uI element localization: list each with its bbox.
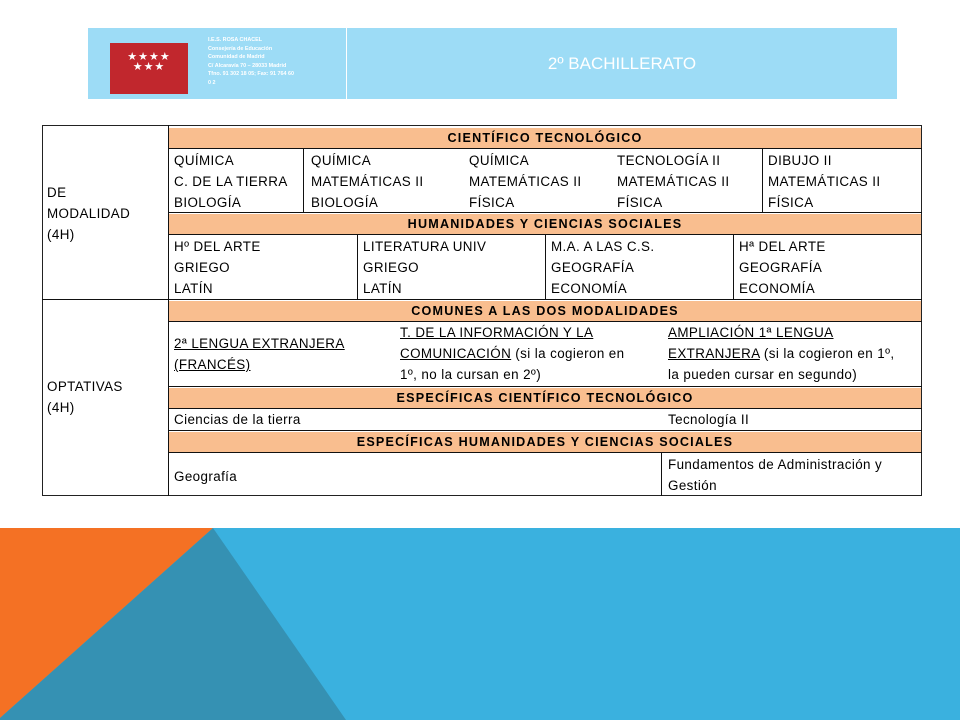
comunes-option-1 — [174, 333, 345, 375]
band-especificas-ct: ESPECÍFICAS CIENTÍFICO TECNOLÓGICO — [169, 388, 921, 408]
course-title: 2º BACHILLERATO — [547, 53, 697, 73]
subject: MATEMÁTICAS II — [469, 174, 582, 189]
cientifico-option-1 — [174, 150, 288, 213]
subject: BIOLOGÍA — [174, 195, 242, 210]
subject: QUÍMICA — [174, 153, 235, 168]
subject: MATEMÁTICAS II — [768, 174, 881, 189]
band-comunes: COMUNES A LAS DOS MODALIDADES — [169, 301, 921, 321]
subject-note: 1º, no la cursan en 2º) — [400, 367, 542, 382]
especifica-hcs-2 — [668, 454, 882, 496]
humanidades-option-2 — [363, 236, 486, 299]
subject: FÍSICA — [768, 195, 814, 210]
especifica-ct-2: Tecnología II — [668, 412, 750, 427]
band-cientifico-tecnologico: CIENTÍFICO TECNOLÓGICO — [169, 128, 921, 148]
section-divider — [42, 299, 922, 300]
comunes-option-3 — [668, 322, 894, 385]
subject: M.A. A LAS C.S. — [551, 239, 655, 254]
subject-note: la pueden cursar en segundo) — [668, 367, 858, 382]
school-info — [208, 36, 346, 88]
madrid-flag-logo — [110, 43, 188, 94]
col-line — [762, 149, 763, 212]
subject: 2ª LENGUA EXTRANJERA — [174, 336, 345, 351]
subject: TECNOLOGÍA II — [617, 153, 721, 168]
label-modalidad — [47, 182, 130, 245]
subject: T. DE LA INFORMACIÓN Y LA — [400, 325, 594, 340]
subject: LATÍN — [363, 281, 402, 296]
school-address: C/ Alcaravía 70 – 28033 Madrid — [208, 62, 287, 69]
especifica-hcs-1: Geografía — [174, 469, 238, 484]
row-line — [168, 452, 922, 453]
col-line — [303, 149, 304, 212]
school-name: I.E.S. ROSA CHACEL — [208, 37, 263, 43]
subject: Hª DEL ARTE — [739, 239, 826, 254]
subject: ECONOMÍA — [739, 281, 816, 296]
label-optativas — [47, 376, 123, 418]
subject: Fundamentos de Administración y — [668, 457, 883, 472]
label-modalidad-line: MODALIDAD — [47, 206, 131, 221]
flag-stars-row-1: ★★★★ — [127, 50, 171, 63]
flag-stars — [110, 52, 188, 72]
label-optativas-line: OPTATIVAS — [47, 379, 123, 394]
subject: AMPLIACIÓN 1ª LENGUA — [668, 325, 834, 340]
row-line — [168, 148, 922, 149]
subject: GRIEGO — [174, 260, 230, 275]
subject: LITERATURA UNIV — [363, 239, 487, 254]
subject: C. DE LA TIERRA — [174, 174, 288, 189]
subject: FÍSICA — [617, 195, 663, 210]
col-line — [733, 235, 734, 299]
row-line — [168, 430, 922, 431]
subject: COMUNICACIÓN — [400, 346, 512, 361]
flag-stars-row-2: ★★★ — [132, 60, 166, 73]
row-line — [168, 386, 922, 387]
subject: FÍSICA — [469, 195, 515, 210]
cientifico-option-5 — [768, 150, 880, 213]
school-region: Comunidad de Madrid — [208, 54, 265, 61]
humanidades-option-4 — [739, 236, 826, 299]
humanidades-option-3 — [551, 236, 655, 299]
comunes-option-2 — [400, 322, 624, 385]
label-modalidad-line: (4H) — [47, 227, 75, 242]
col-line — [545, 235, 546, 299]
subject: GEOGRAFÍA — [551, 260, 635, 275]
subject: GEOGRAFÍA — [739, 260, 823, 275]
subject-note: (si la cogieron en — [511, 346, 625, 361]
school-phone: Tfno. 91 302 18 05; Fax: 91 764 60 — [208, 71, 295, 78]
band-humanidades: HUMANIDADES Y CIENCIAS SOCIALES — [169, 214, 921, 234]
bottom-decoration — [0, 528, 960, 720]
subject: (FRANCÉS) — [174, 357, 251, 372]
subject: DIBUJO II — [768, 153, 832, 168]
subject: EXTRANJERA — [668, 346, 760, 361]
subject: Gestión — [668, 478, 717, 493]
subject: LATÍN — [174, 281, 213, 296]
col-line — [661, 453, 662, 496]
subject: MATEMÁTICAS II — [311, 174, 424, 189]
cientifico-option-4 — [617, 150, 729, 213]
humanidades-option-1 — [174, 236, 261, 299]
subject: Hº DEL ARTE — [174, 239, 261, 254]
subject: GRIEGO — [363, 260, 419, 275]
school-phone-cont: 0 2 — [208, 79, 216, 86]
subject: QUÍMICA — [311, 153, 372, 168]
label-optativas-line: (4H) — [47, 400, 75, 415]
subject: BIOLOGÍA — [311, 195, 379, 210]
subject: MATEMÁTICAS II — [617, 174, 730, 189]
band-especificas-hcs: ESPECÍFICAS HUMANIDADES Y CIENCIAS SOCIALES — [169, 432, 921, 452]
label-modalidad-line: DE — [47, 185, 67, 200]
subject-note: (si la cogieron en 1º, — [759, 346, 895, 361]
row-line — [168, 212, 922, 213]
cientifico-option-2 — [311, 150, 423, 213]
cientifico-option-3 — [469, 150, 581, 213]
subject: ECONOMÍA — [551, 281, 628, 296]
col-line — [357, 235, 358, 299]
especifica-ct-1: Ciencias de la tierra — [174, 412, 301, 427]
school-dept: Consejería de Educación — [208, 45, 273, 52]
subject: QUÍMICA — [469, 153, 530, 168]
